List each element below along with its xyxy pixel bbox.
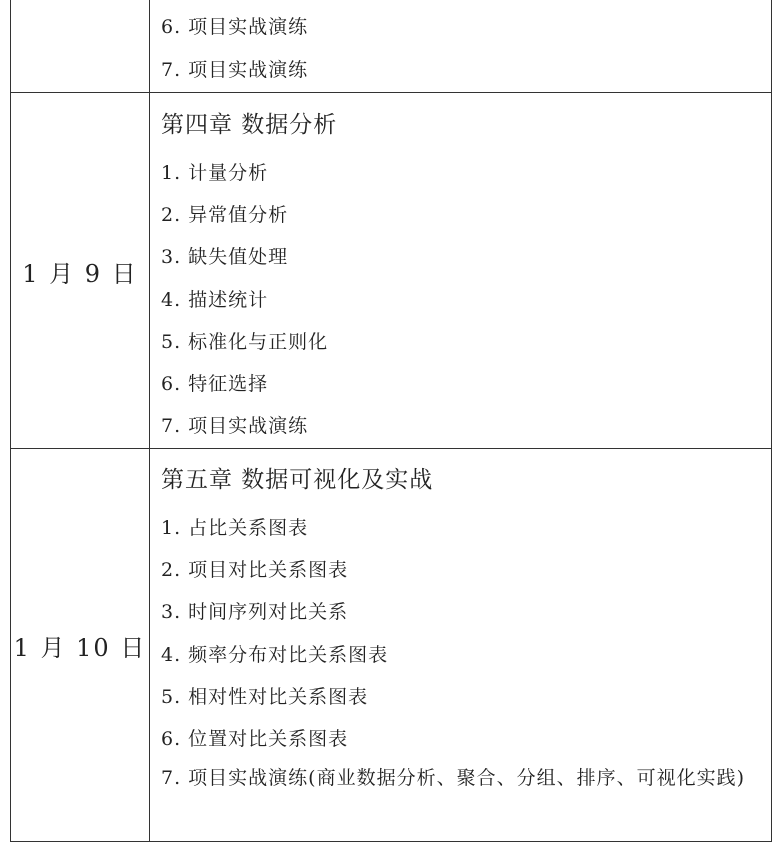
list-item: 7. 项目实战演练(商业数据分析、聚合、分组、排序、可视化实践) <box>161 767 745 789</box>
row-1-date: 1 月 9 日 <box>22 260 138 288</box>
list-item: 5. 标准化与正则化 <box>161 331 329 353</box>
chapter-title: 第五章 数据可视化及实战 <box>161 467 434 493</box>
list-item: 2. 异常值分析 <box>161 204 289 226</box>
chapter-title: 第四章 数据分析 <box>161 112 338 138</box>
column-divider <box>149 0 150 841</box>
list-item: 1. 占比关系图表 <box>161 517 309 539</box>
list-item: 3. 时间序列对比关系 <box>161 601 349 623</box>
list-item: 3. 缺失值处理 <box>161 246 289 268</box>
list-item: 4. 描述统计 <box>161 289 269 311</box>
list-item: 7. 项目实战演练 <box>161 415 309 437</box>
list-item: 6. 特征选择 <box>161 373 269 395</box>
schedule-table <box>10 0 772 842</box>
list-item: 5. 相对性对比关系图表 <box>161 686 369 708</box>
list-item: 2. 项目对比关系图表 <box>161 559 349 581</box>
list-item: 6. 位置对比关系图表 <box>161 728 349 750</box>
list-item: 6. 项目实战演练 <box>161 16 309 38</box>
list-item: 1. 计量分析 <box>161 162 269 184</box>
list-item: 4. 频率分布对比关系图表 <box>161 644 389 666</box>
list-item: 7. 项目实战演练 <box>161 59 309 81</box>
row-2-date: 1 月 10 日 <box>13 634 147 662</box>
row-0-content <box>161 0 763 92</box>
row-2-content <box>161 448 763 842</box>
row-1-content <box>161 92 763 448</box>
